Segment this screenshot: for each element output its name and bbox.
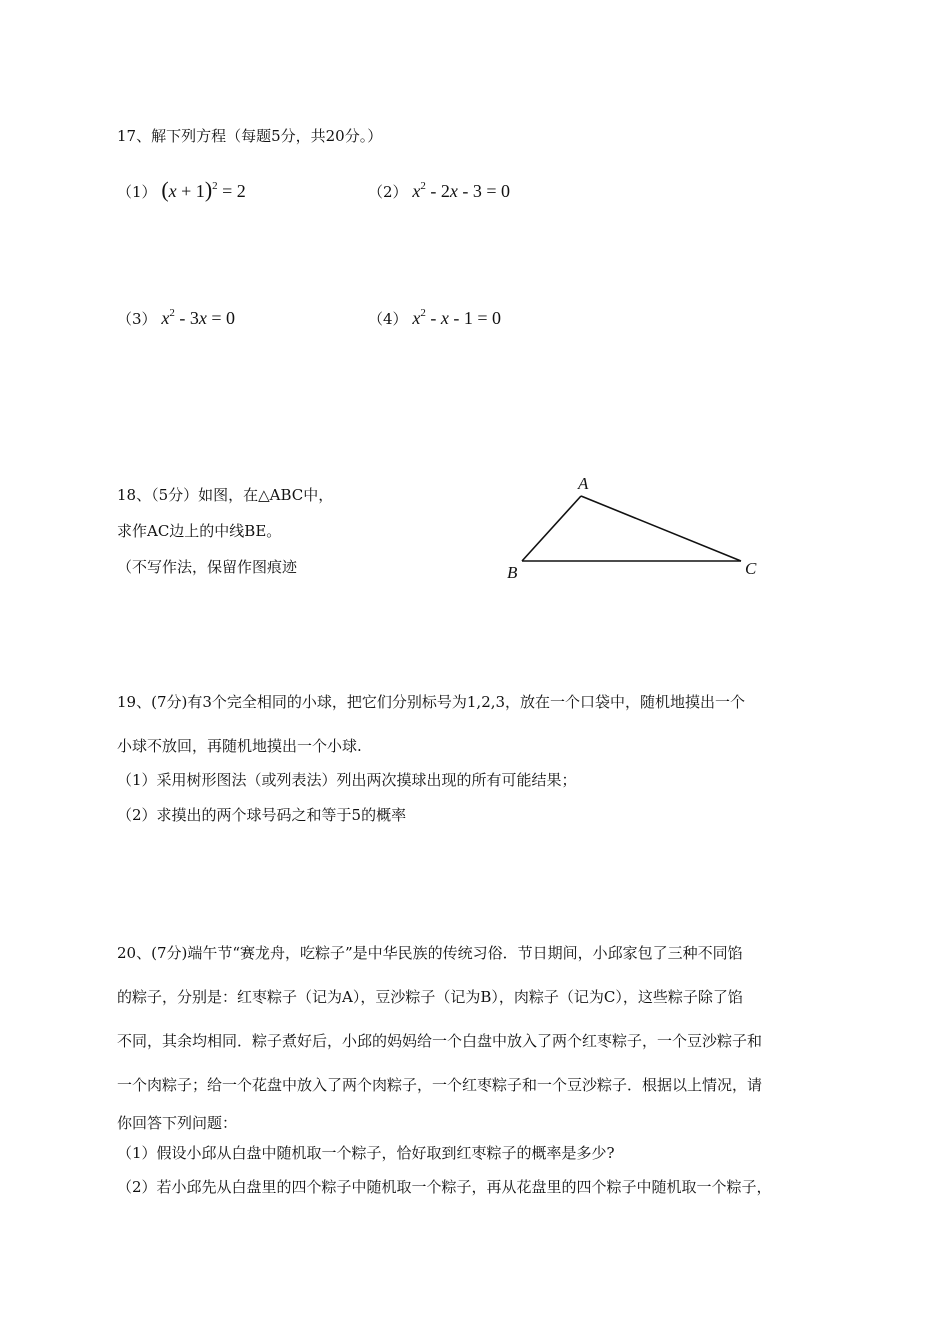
q19-line-3: （1）采用树形图法（或列表法）列出两次摸球出现的所有可能结果；	[117, 771, 577, 789]
triangle-side-ac	[581, 496, 741, 561]
vertex-label-b: B	[507, 563, 518, 582]
q20-line-4: 一个肉粽子；给一个花盘中放入了两个肉粽子，一个红枣粽子和一个豆沙粽子．根据以上情况，请	[117, 1076, 763, 1094]
q17-title: 17、解下列方程（每题5分，共20分。）	[117, 127, 383, 145]
q20-line-2: 的粽子，分别是：红枣粽子（记为A），豆沙粽子（记为B），肉粽子（记为C），这些粽子除了馅	[117, 988, 743, 1006]
q18-line-2: 求作AC边上的中线BE。	[117, 522, 282, 540]
q17-equation-2: $x^2 - 2x - 3 = 0$	[412, 180, 510, 201]
q17-part-2-num: （2）	[368, 183, 408, 201]
vertex-label-c: C	[745, 559, 757, 578]
q17-part-3-num: （3）	[117, 310, 157, 328]
q17-part-1-num: （1）	[117, 183, 157, 201]
q19-line-2: 小球不放回，再随机地摸出一个小球.	[117, 737, 362, 755]
q18-line-3: （不写作法，保留作图痕迹	[117, 558, 298, 576]
q19-line-4: （2）求摸出的两个球号码之和等于5的概率	[117, 806, 407, 824]
q19-line-1: 19、(7分)有3个完全相同的小球，把它们分别标号为1,2,3，放在一个口袋中，随机地摸出一个	[117, 693, 746, 711]
q17-equation-1: $(x + 1)^2 = 2$	[161, 177, 246, 202]
vertex-label-a: A	[578, 474, 589, 493]
q17-equation-4: $x^2 - x - 1 = 0$	[412, 307, 501, 328]
q18-line-1: 18、（5分）如图，在△ABC中，	[117, 486, 334, 504]
q20-line-1: 20、(7分)端午节“赛龙舟，吃粽子”是中华民族的传统习俗．节日期间，小邱家包了三种不同馅	[117, 944, 743, 962]
q20-line-7: （2）若小邱先从白盘里的四个粽子中随机取一个粽子，再从花盘里的四个粽子中随机取一个粽子，	[117, 1178, 772, 1196]
q17-equation-3: $x^2 - 3x = 0$	[161, 307, 235, 328]
triangle-side-ab	[522, 496, 581, 561]
q20-line-5: 你回答下列问题：	[117, 1114, 238, 1132]
q20-line-6: （1）假设小邱从白盘中随机取一个粽子，恰好取到红枣粽子的概率是多少?	[117, 1144, 615, 1162]
q17-part-4-num: （4）	[368, 310, 408, 328]
q20-line-3: 不同，其余均相同．粽子煮好后，小邱的妈妈给一个白盘中放入了两个红枣粽子，一个豆沙粽子和	[117, 1032, 763, 1050]
